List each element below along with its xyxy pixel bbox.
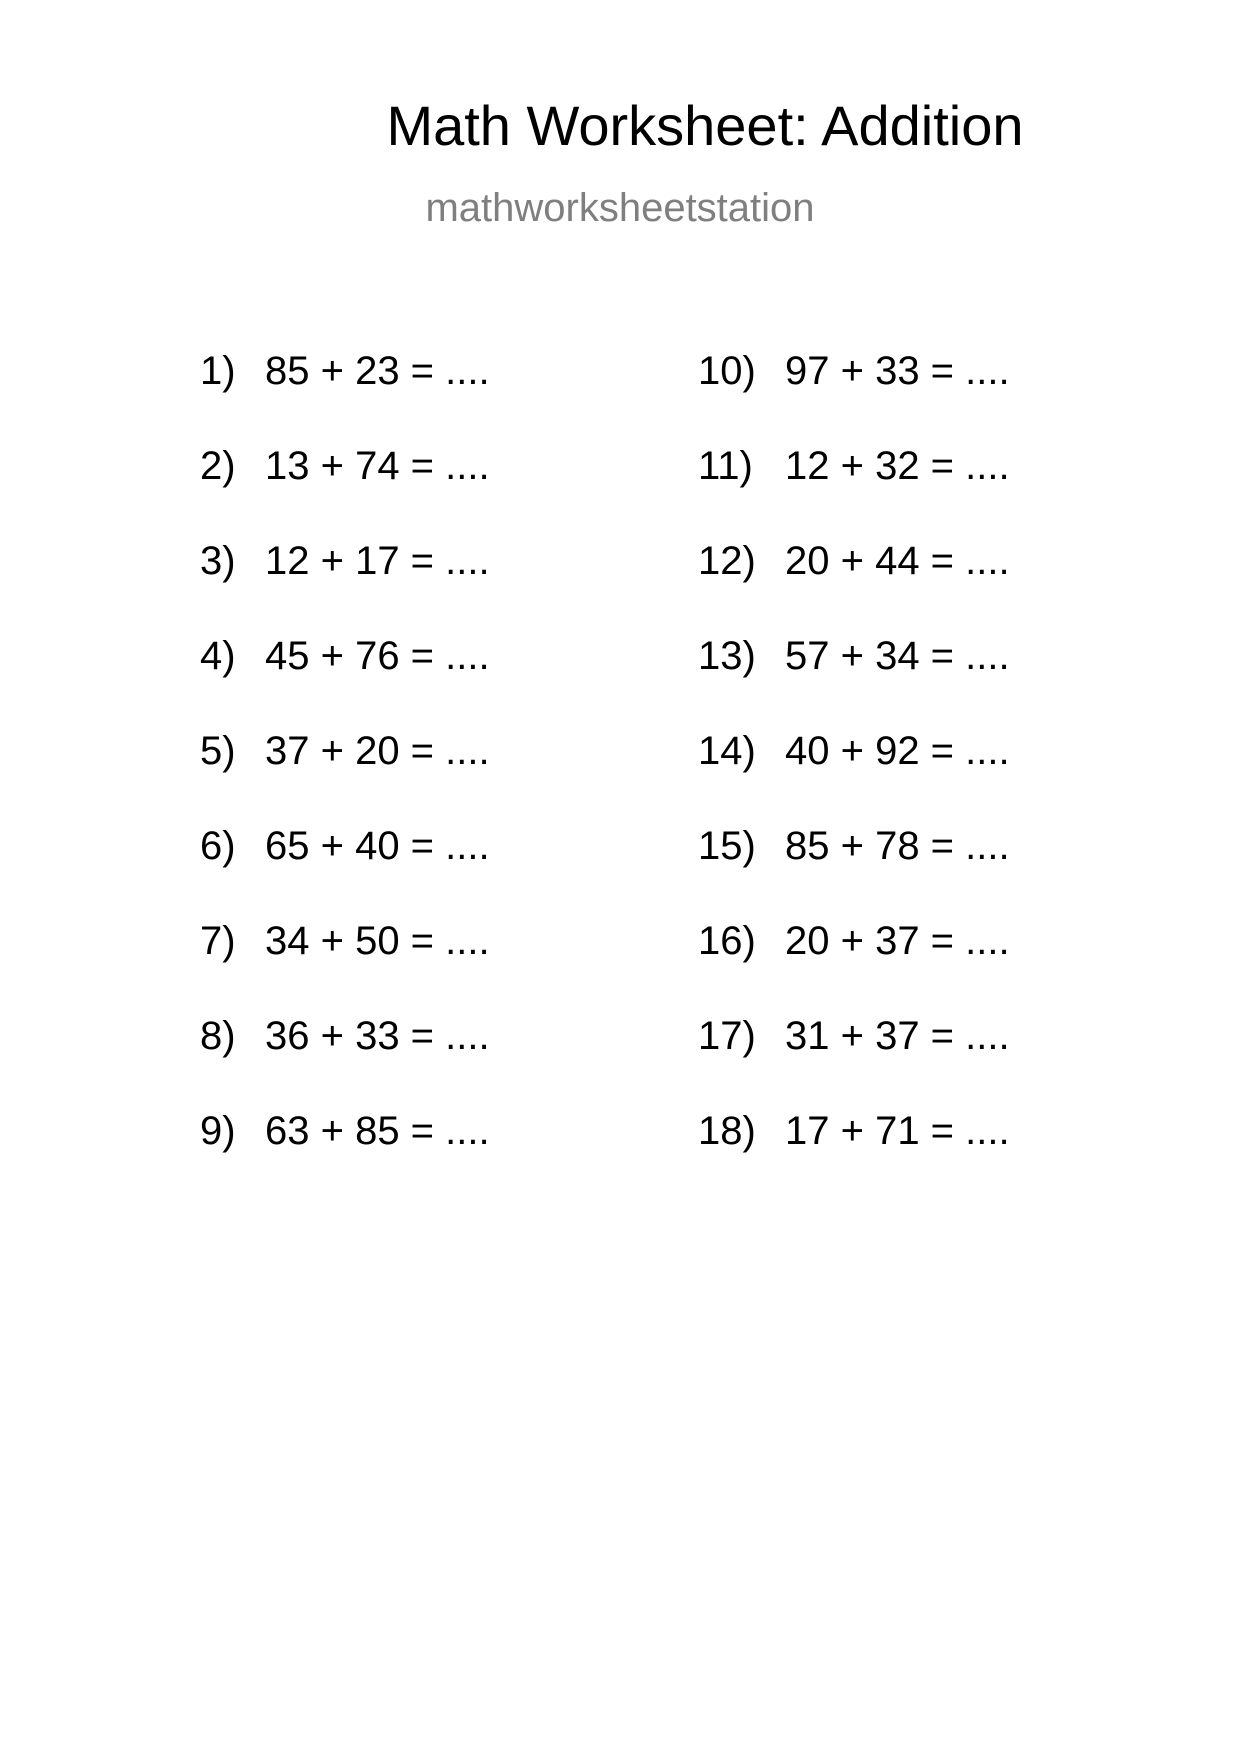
problem-number: 2) [200, 444, 236, 488]
problem-item [200, 1111, 490, 1206]
problem-number: 5) [200, 729, 236, 773]
problem-expression: 20 + 44 = .... [785, 539, 1010, 583]
problem-number: 4) [200, 634, 236, 678]
problem-item [698, 446, 1010, 541]
problem-number: 15) [698, 824, 756, 868]
problem-item [200, 731, 490, 826]
problem-expression: 13 + 74 = .... [265, 444, 490, 488]
problem-number: 17) [698, 1014, 756, 1058]
problem-item [200, 446, 490, 541]
problem-item [200, 351, 490, 446]
problem-item [200, 541, 490, 636]
source-label: mathworksheetstation [425, 186, 815, 230]
problem-expression: 65 + 40 = .... [265, 824, 490, 868]
problem-expression: 12 + 32 = .... [785, 444, 1010, 488]
problem-expression: 40 + 92 = .... [785, 729, 1010, 773]
problem-item [698, 636, 1010, 731]
problem-number: 7) [200, 919, 236, 963]
problem-item [200, 1016, 490, 1111]
problem-number: 8) [200, 1014, 236, 1058]
problem-number: 11) [698, 444, 753, 488]
problem-expression: 45 + 76 = .... [265, 634, 490, 678]
problem-expression: 85 + 23 = .... [265, 349, 490, 393]
problem-expression: 97 + 33 = .... [785, 349, 1010, 393]
problem-item [698, 541, 1010, 636]
problem-expression: 12 + 17 = .... [265, 539, 490, 583]
problem-number: 13) [698, 634, 756, 678]
problem-item [200, 826, 490, 921]
problem-expression: 63 + 85 = .... [265, 1109, 490, 1153]
problem-expression: 85 + 78 = .... [785, 824, 1010, 868]
problem-item [698, 826, 1010, 921]
problem-item [698, 921, 1010, 1016]
problem-column-right [698, 351, 1010, 1206]
problem-expression: 31 + 37 = .... [785, 1014, 1010, 1058]
problem-number: 1) [200, 349, 236, 393]
page-title: Math Worksheet: Addition [386, 94, 1024, 157]
problem-item [698, 1016, 1010, 1111]
problem-column-left [200, 351, 490, 1206]
problem-number: 16) [698, 919, 756, 963]
problem-number: 10) [698, 349, 756, 393]
problem-item [698, 1111, 1010, 1206]
problem-expression: 34 + 50 = .... [265, 919, 490, 963]
problem-item [698, 351, 1010, 446]
problem-item [200, 636, 490, 731]
problem-number: 14) [698, 729, 756, 773]
problem-expression: 37 + 20 = .... [265, 729, 490, 773]
problem-expression: 57 + 34 = .... [785, 634, 1010, 678]
problem-number: 12) [698, 539, 756, 583]
problem-item [200, 921, 490, 1016]
problem-number: 6) [200, 824, 236, 868]
problem-expression: 36 + 33 = .... [265, 1014, 490, 1058]
problem-number: 18) [698, 1109, 756, 1153]
problem-number: 3) [200, 539, 236, 583]
problem-item [698, 731, 1010, 826]
problem-number: 9) [200, 1109, 236, 1153]
problem-expression: 17 + 71 = .... [785, 1109, 1010, 1153]
problem-expression: 20 + 37 = .... [785, 919, 1010, 963]
